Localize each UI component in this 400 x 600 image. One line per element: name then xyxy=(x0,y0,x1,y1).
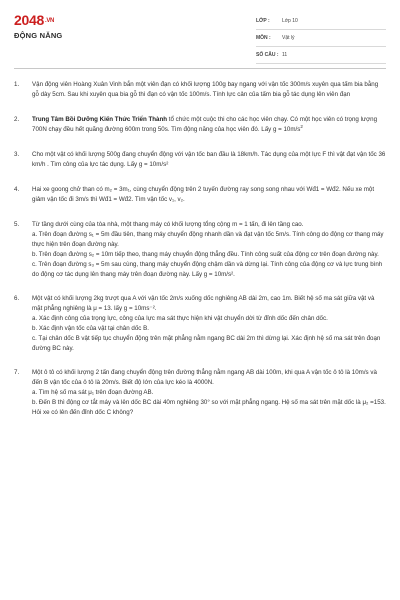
question-number: 5. xyxy=(14,221,20,228)
question-7 xyxy=(14,368,386,418)
meta-table xyxy=(256,13,386,64)
question-text xyxy=(32,220,386,280)
logo-main: 2048 xyxy=(14,12,44,28)
question-part-c: c. Tại chân dốc B vật tiếp tục chuyển động trên mặt phẳng nằm ngang BC dài 2m thì dừng lại. Xác định hệ số ma sát trên đoạn đường BC này. xyxy=(32,335,381,352)
question-text xyxy=(32,368,386,418)
page-title: ĐỘNG NĂNG xyxy=(14,31,63,40)
question-text xyxy=(32,150,386,170)
question-part-a: a. Tìm hệ số ma sát μ₁ trên đoạn đường AB. xyxy=(32,389,154,396)
question-6 xyxy=(14,294,386,354)
question-number: 6. xyxy=(14,295,20,302)
meta-value: 11 xyxy=(282,52,288,58)
question-number: 1. xyxy=(14,81,20,88)
question-part-a: a. Trên đoạn đường s₁ = 5m đầu tiên, thang máy chuyển động nhanh dần và đạt vận tốc 5m/s. Tính công do động cơ thang máy thực hiện trên đoạn đường này. xyxy=(32,231,384,248)
question-text xyxy=(32,80,386,100)
question-number: 3. xyxy=(14,151,20,158)
question-4 xyxy=(14,185,386,205)
superscript: 2 xyxy=(300,123,303,129)
question-line xyxy=(32,115,386,135)
center-name: Trung Tâm Bồi Dưỡng Kiến Thức Triển Thành xyxy=(32,116,168,123)
meta-label: MÔN : xyxy=(256,35,271,41)
meta-label: SỐ CÂU : xyxy=(256,52,279,58)
meta-row-class xyxy=(256,13,386,30)
question-part-b: b. Xác định vận tốc của vật tại chân dốc B. xyxy=(32,325,149,332)
meta-label: LỚP : xyxy=(256,18,270,24)
question-part-c: c. Trên đoạn đường s₃ = 5m sau cùng, thang máy chuyển động chậm dần và dừng lại. Tính công của động cơ và lực trung bình do động cơ tác dụng lên thang máy trên đoạn đường này. Lấy g = 10m/s². xyxy=(32,261,383,278)
question-part-b: b. Đến B thì động cơ tắt máy và lên dốc BC dài 40m nghiêng 30° so với mặt phẳng ngang. Hệ số ma sát trên mặt dốc là μ₂ =153. Hỏi xe có lên đến đỉnh dốc C không? xyxy=(32,399,386,416)
question-text xyxy=(32,294,386,354)
question-part-b: b. Trên đoạn đường s₂ = 10m tiếp theo, thang máy chuyển động thẳng đều. Tính công suất của động cơ trên đoạn đường này. xyxy=(32,251,379,258)
question-5 xyxy=(14,220,386,280)
meta-value: Vật lý xyxy=(282,35,295,41)
logo[interactable] xyxy=(14,12,54,28)
logo-suffix: .VN xyxy=(44,18,55,24)
question-part-a: a. Xác định công của trọng lực, công của lực ma sát thực hiện khi vật chuyển dời từ đỉnh dốc đến chân dốc. xyxy=(32,315,328,322)
question-line: Một ô tô có khối lượng 2 tấn đang chuyển động trên đường thẳng nằm ngang AB dài 100m, khi qua A vận tốc ô tô là 10m/s và đến B vận tốc của ô tô là 20m/s. Biết độ lớn của lực kéo là 4000N. xyxy=(32,369,377,386)
question-list xyxy=(14,80,386,418)
meta-row-count xyxy=(256,47,386,64)
question-line-rest: tổ chức một cuộc thi cho các học viên chạy. Có một học viên có trọng lượng 700N chạy đều hết quãng đường 600m trong 50s. Tìm động năng của học viên đó. Lấy g = 10m/s xyxy=(32,116,378,133)
question-2 xyxy=(14,115,386,135)
question-number: 7. xyxy=(14,369,20,376)
question-line: Cho một vật có khối lượng 500g đang chuyển động với vận tốc ban đầu là 18km/h. Tác dụng của một lực F thì vật đạt vận tốc 36 km/h . Tìm công của lực tác dụng. Lấy g = 10m/s² xyxy=(32,151,386,168)
question-line: Từ tầng dưới cùng của tòa nhà, một thang máy có khối lượng tổng cộng m = 1 tấn, đi lên tầng cao. xyxy=(32,221,304,228)
header-divider xyxy=(14,68,386,69)
header xyxy=(0,0,400,62)
question-text xyxy=(32,115,386,135)
question-line: Hai xe goong chở than có m₂ = 3m₁, cùng chuyển động trên 2 tuyến đường ray song song nhau với Wđ1 = Wđ2. Nếu xe một giảm vận tốc đi 3m/s thì Wđ1 = Wđ2. Tìm vận tốc v₁, v₂. xyxy=(32,186,375,203)
question-1 xyxy=(14,80,386,100)
meta-row-subject xyxy=(256,30,386,47)
question-line: Vận động viên Hoàng Xuân Vinh bắn một viên đạn có khối lượng 100g bay ngang với vận tốc 300m/s xuyên qua tấm bia bằng gỗ dày 5cm. Sau khi xuyên qua bia gỗ thì đạn có vận tốc 100m/s. Tính lực cản của tấm bia gỗ tác dụng lên viên đạn xyxy=(32,81,379,98)
question-text xyxy=(32,185,386,205)
question-3 xyxy=(14,150,386,170)
meta-value: Lớp 10 xyxy=(282,18,298,24)
question-number: 4. xyxy=(14,186,20,193)
question-line: Một vật có khối lượng 2kg trượt qua A với vận tốc 2m/s xuống dốc nghiêng AB dài 2m, cao 1m. Biết hệ số ma sát giữa vật và mặt phẳng nghiêng là μ = 13. lấy g = 10ms⁻². xyxy=(32,295,375,312)
question-number: 2. xyxy=(14,116,20,123)
